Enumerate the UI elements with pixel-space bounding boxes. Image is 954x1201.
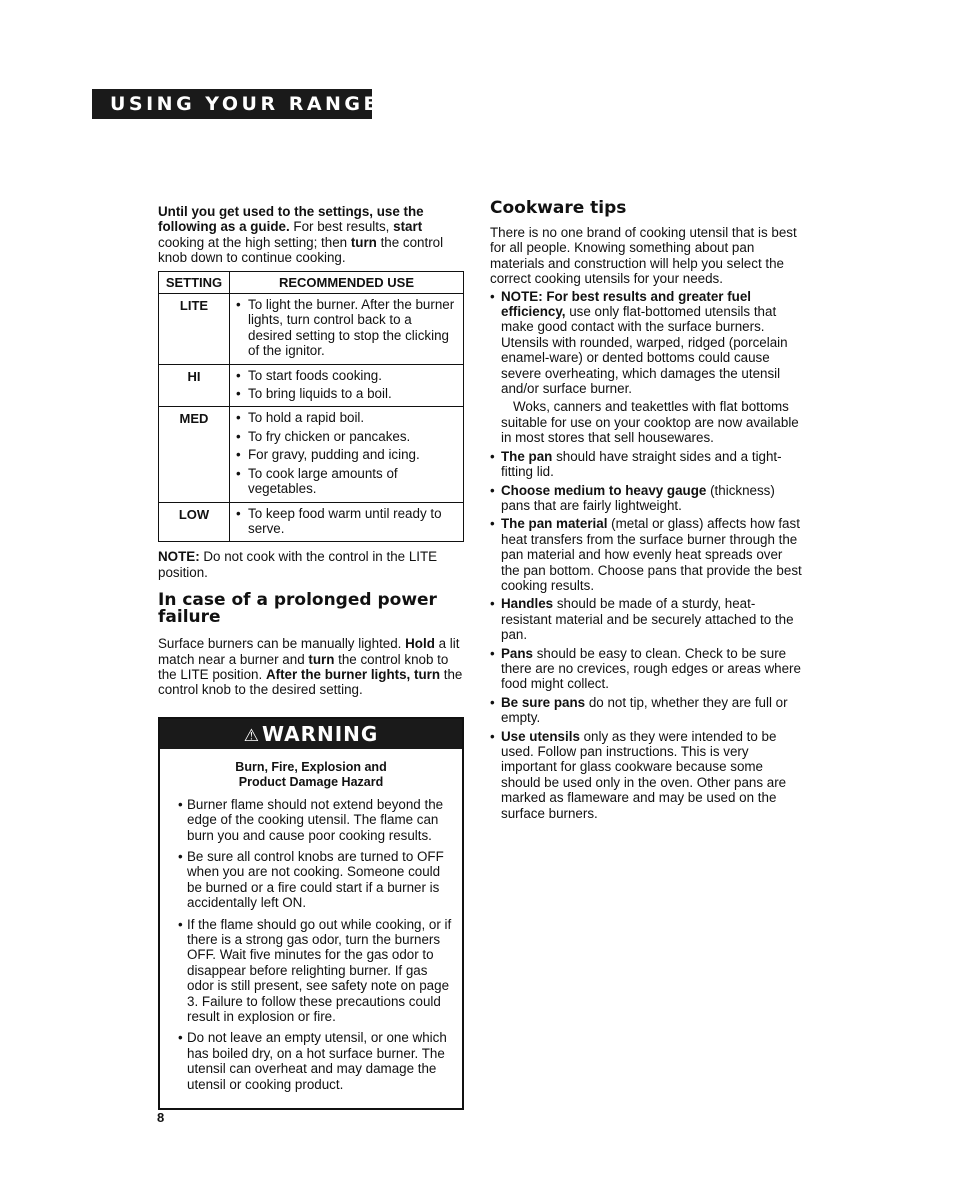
- cookware-tips-heading: Cookware tips: [490, 198, 627, 218]
- tip-bold: Use utensils: [501, 728, 580, 744]
- use-item: • For gravy, pudding and icing.: [236, 447, 459, 462]
- warning-item: • Do not leave an empty utensil, or one which has boiled dry, on a hot surface burner. The utensil can overheat and may damage the utensil or cooking product.: [178, 1030, 452, 1092]
- intro-text-2: cooking at the high setting; then: [158, 234, 351, 250]
- uses-cell: [230, 364, 464, 407]
- tip-bold: Pans: [501, 645, 534, 661]
- right-column: [490, 200, 802, 824]
- setting-cell: HI: [159, 364, 230, 407]
- tip-text: should be made of a sturdy, heat-resistant material and be securely attached to the pan.: [501, 596, 794, 643]
- tip-text: use only flat-bottomed utensils that make good contact with the surface burners. Utensils with rounded, warped, ridged (porcelain enamel-ware) or dented bottoms could cause severe overheating, which damages the utensil and/or surface burner.: [501, 304, 788, 397]
- tip-bold: Handles: [501, 596, 554, 612]
- warning-subtitle-line-2: Product Damage Hazard: [238, 774, 384, 789]
- tip-bold: Choose medium to heavy gauge: [501, 482, 707, 498]
- warning-item: • Burner flame should not extend beyond the edge of the cooking utensil. The flame can burn you and cause poor cooking results.: [178, 797, 452, 843]
- left-column: [158, 204, 464, 1110]
- intro-text-1: For best results,: [289, 219, 394, 235]
- warning-item: • If the flame should go out while cooking, or if there is a strong gas odor, turn the burners OFF. Wait five minutes for the gas odor to disappear before relighting burner. If gas odor is still present, see safety note on page 3. Failure to follow these precautions could result in explosion or fire.: [178, 917, 452, 1025]
- tip-item: [490, 516, 802, 593]
- warning-list: [160, 797, 462, 1108]
- tip-item: [490, 596, 802, 642]
- settings-table-header-row: [159, 271, 464, 293]
- warning-item: • Be sure all control knobs are turned to OFF when you are not cooking. Someone could be burned or a fire could start if a burner is accidentally left ON.: [178, 849, 452, 911]
- tip-bold: NOTE: For best results and greater fuel efficiency,: [501, 288, 752, 320]
- power-failure-heading: In case of a prolonged power failure: [158, 590, 437, 628]
- table-row: [159, 407, 464, 502]
- lite-note: [158, 549, 464, 580]
- pf-text-1: Surface burners can be manually lighted.: [158, 636, 406, 652]
- pf-text-4: the control knob to the desired setting.: [158, 666, 463, 698]
- setting-cell: LOW: [159, 502, 230, 542]
- setting-cell: LITE: [159, 294, 230, 365]
- use-item: • To bring liquids to a boil.: [236, 386, 459, 401]
- section-header-bar: [92, 89, 381, 119]
- tips-list: [490, 289, 802, 821]
- warning-subtitle-line-1: Burn, Fire, Explosion and: [235, 759, 387, 774]
- pf-bold-1: Hold: [405, 636, 435, 652]
- warning-header: [160, 719, 462, 749]
- column-header-setting: SETTING: [159, 271, 230, 293]
- pf-text-3: the control knob to the LITE position.: [158, 651, 449, 682]
- table-row: [159, 294, 464, 365]
- setting-cell: MED: [159, 407, 230, 502]
- tip-text: (metal or glass) affects how fast heat transfers from the surface burner through the pan material and how evenly heat spreads over the pan bottom. Choose pans that provide the best cooking results.: [501, 516, 802, 593]
- tip-text: do not tip, whether they are full or empty.: [501, 694, 788, 726]
- settings-intro: [158, 204, 464, 266]
- warning-subtitle: [180, 760, 442, 790]
- use-item: • To cook large amounts of vegetables.: [236, 466, 459, 497]
- tip-bold: The pan: [501, 448, 553, 464]
- tip-item: [490, 695, 802, 726]
- tip-bold: Be sure pans: [501, 694, 586, 710]
- use-item: • To hold a rapid boil.: [236, 410, 459, 425]
- warning-box: [158, 717, 464, 1110]
- uses-cell: [230, 407, 464, 502]
- section-title: USING YOUR RANGE: [110, 93, 381, 115]
- tip-item: [490, 289, 802, 397]
- intro-text-3: the control knob down to continue cooking.: [158, 234, 444, 266]
- settings-table: [158, 271, 464, 543]
- page-number: 8: [157, 1110, 165, 1125]
- pf-text-2: a lit match near a burner and: [158, 636, 460, 667]
- tip-text: should be easy to clean. Check to be sure there are no crevices, rough edges or areas where food might collect.: [501, 645, 801, 692]
- uses-cell: [230, 294, 464, 365]
- tip-item: [490, 449, 802, 480]
- intro-bold-3: turn: [350, 234, 377, 250]
- tip-text: should have straight sides and a tight-fitting lid.: [501, 448, 782, 480]
- use-item: • To light the burner. After the burner lights, turn control back to a desired setting to stop the clicking of the ignitor.: [236, 297, 459, 359]
- use-item: • To keep food warm until ready to serve.: [236, 506, 459, 537]
- tip-item: [490, 646, 802, 692]
- use-item: • To start foods cooking.: [236, 368, 459, 383]
- intro-bold-1: Until you get used to the settings, use the following as a guide.: [158, 204, 424, 235]
- tip-item: [490, 483, 802, 514]
- table-row: [159, 502, 464, 542]
- cookware-intro: There is no one brand of cooking utensil that is best for all people. Knowing something about pan materials and construction will help you select the correct cooking utensils for your needs.: [490, 225, 797, 287]
- warning-triangle-icon: ⚠: [243, 725, 260, 746]
- note-text: Do not cook with the control in the LITE position.: [158, 549, 438, 580]
- woks-note: Woks, canners and teakettles with flat bottoms suitable for use on your cooktop are now available in most stores that sell housewares.: [501, 399, 799, 446]
- pf-bold-2: turn: [308, 651, 335, 667]
- intro-bold-2: start: [393, 219, 423, 235]
- power-failure-text: [158, 636, 464, 698]
- tip-bold: The pan material: [501, 516, 608, 532]
- note-label: NOTE:: [158, 549, 200, 565]
- column-header-recommended-use: RECOMMENDED USE: [230, 271, 464, 293]
- tip-text: only as they were intended to be used. Follow pan instructions. This is very important for glass cookware because some should be used only in the oven. Other pans are marked as flameware and may be used on the surface burners.: [501, 728, 787, 821]
- warning-title: WARNING: [261, 721, 379, 746]
- tip-text: (thickness) pans that are fairly lightweight.: [501, 482, 775, 513]
- tip-item: [490, 729, 802, 821]
- uses-cell: [230, 502, 464, 542]
- pf-bold-3: After the burner lights, turn: [265, 666, 441, 682]
- use-item: • To fry chicken or pancakes.: [236, 429, 459, 444]
- table-row: [159, 364, 464, 407]
